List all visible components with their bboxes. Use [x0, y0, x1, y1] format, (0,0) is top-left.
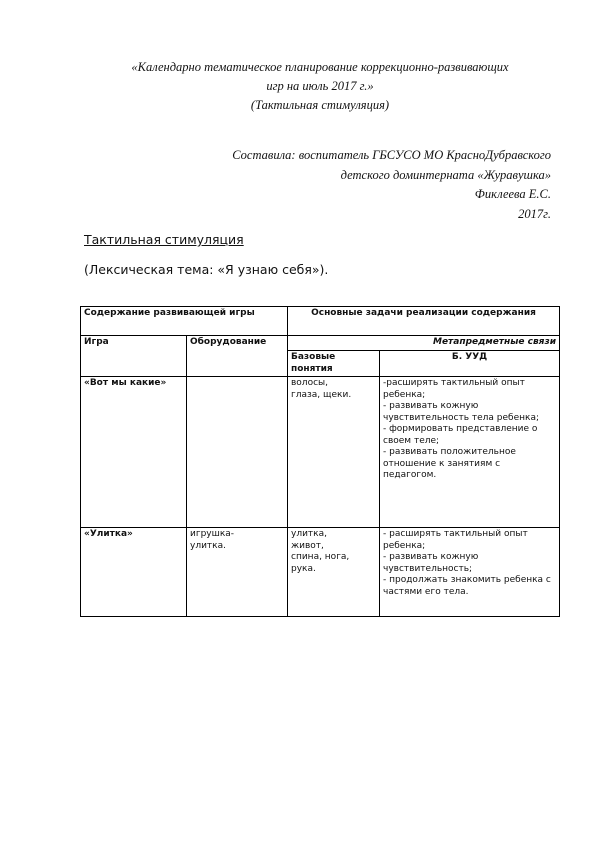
concepts-cell: улитка, живот, спина, нога, рука. [288, 528, 380, 617]
table-row [81, 377, 560, 528]
game-cell: «Улитка» [81, 528, 187, 617]
author-line-1: Составила: воспитатель ГБСУСО МО КрасноДубравского [232, 148, 551, 162]
table-header-row [81, 307, 560, 336]
author-block [131, 146, 551, 224]
header-meta-links: Метапредметные связи [288, 336, 560, 351]
tasks-cell: - расширять тактильный опыт ребенка; - развивать кожную чувствительность; - продолжать знакомить ребенка с частями его тела. [380, 528, 560, 617]
header-equipment: Оборудование [187, 336, 288, 377]
title-line-2: игр на июль 2017 г.» [266, 79, 374, 93]
header-game: Игра [81, 336, 187, 377]
equipment-cell [187, 377, 288, 528]
concepts-cell: волосы, глаза, щеки. [288, 377, 380, 528]
equipment-cell: игрушка- улитка. [187, 528, 288, 617]
table-row [81, 528, 560, 617]
tasks-cell: -расширять тактильный опыт ребенка; - развивать кожную чувствительность тела ребенка; - формировать представление о своем теле; - развивать положительное отношение к занятиям с педагогом. [380, 377, 560, 528]
author-line-2: детского доминтерната «Журавушка» [340, 167, 551, 182]
author-line-3: Фиклеева Е.С. [474, 187, 551, 201]
author-line-4: 2017г. [518, 206, 551, 221]
section-heading: Тактильная стимуляция [84, 232, 244, 247]
title-line-1: «Календарно тематическое планирование коррекционно-развивающих [131, 60, 509, 74]
header-uud: Б. УУД [380, 351, 560, 377]
header-tasks-col: Основные задачи реализации содержания [288, 307, 560, 336]
title-line-3: (Тактильная стимуляция) [250, 98, 390, 112]
document-title [60, 58, 580, 115]
header-content-col: Содержание развивающей игры [81, 307, 288, 336]
table-subheader-row [81, 336, 560, 351]
lexical-theme: (Лексическая тема: «Я узнаю себя»). [84, 262, 329, 277]
planning-table [80, 306, 560, 617]
game-cell: «Вот мы какие» [81, 377, 187, 528]
header-basic-concepts: Базовые понятия [288, 351, 380, 377]
